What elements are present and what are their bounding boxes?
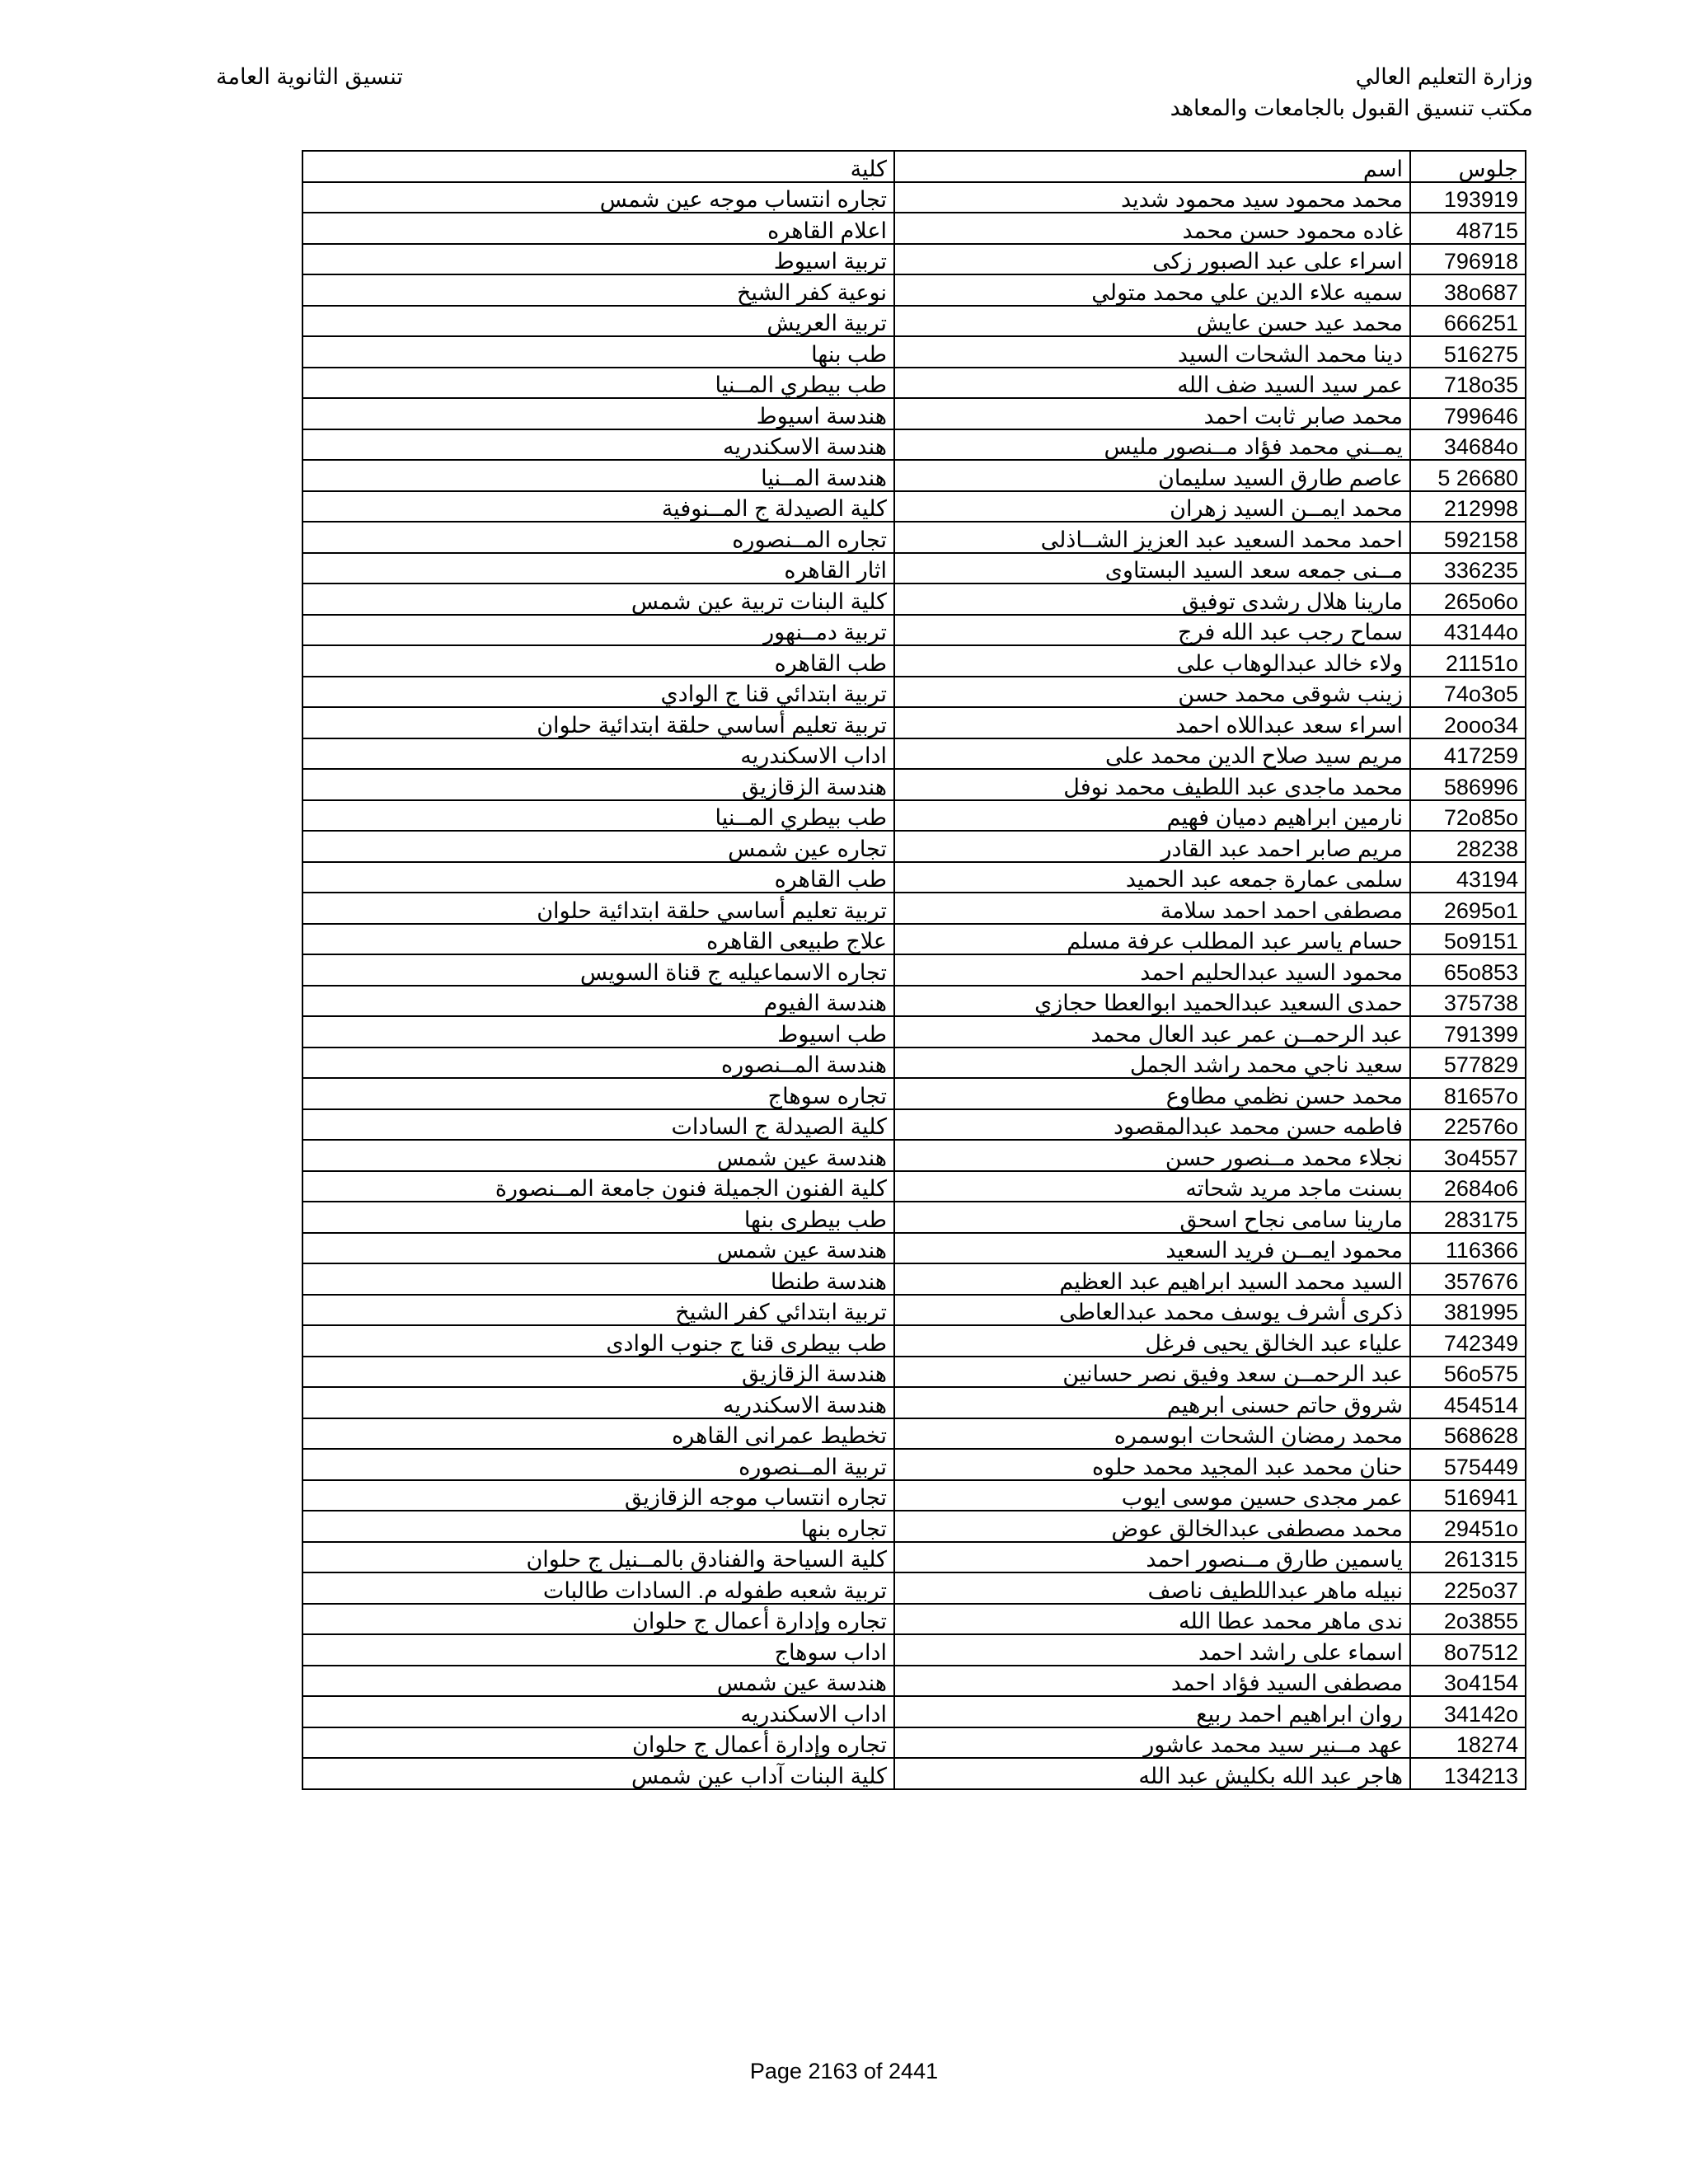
table-row [302, 1449, 1526, 1480]
seat-cell: 799646 [1410, 398, 1526, 429]
faculty-cell: هندسة عين شمس [302, 1666, 894, 1697]
page-number: Page 2163 of 2441 [749, 2059, 939, 2083]
seat-cell: 2695o1 [1410, 893, 1526, 924]
table-header-row [302, 151, 1526, 182]
table-row [302, 677, 1526, 708]
seat-cell: 2o3855 [1410, 1604, 1526, 1635]
seat-cell: 791399 [1410, 1016, 1526, 1047]
table-row [302, 1078, 1526, 1109]
faculty-cell: طب بيطرى بنها [302, 1202, 894, 1233]
faculty-cell: تربية دمــنهور [302, 615, 894, 646]
faculty-cell: اثار القاهره [302, 553, 894, 584]
name-cell: علياء عبد الخالق يحيى فرغل [894, 1325, 1410, 1357]
table-row [302, 1047, 1526, 1079]
name-cell: روان ابراهيم احمد ربيع [894, 1696, 1410, 1727]
table-row [302, 1758, 1526, 1789]
table-row [302, 1696, 1526, 1727]
name-cell: مارينا هلال رشدى توفيق [894, 583, 1410, 615]
seat-cell: 38o687 [1410, 274, 1526, 306]
faculty-cell: هندسة الاسكندريه [302, 1387, 894, 1418]
name-cell: عمر مجدى حسين موسى ايوب [894, 1480, 1410, 1511]
faculty-cell: هندسة طنطا [302, 1263, 894, 1295]
faculty-cell: هندسة عين شمس [302, 1233, 894, 1264]
faculty-cell: تربية ابتدائي قنا ج الوادي [302, 677, 894, 708]
faculty-cell: اداب الاسكندريه [302, 738, 894, 770]
faculty-cell: تجاره المــنصوره [302, 522, 894, 553]
name-cell: هاجر عبد الله بكليش عبد الله [894, 1758, 1410, 1789]
seat-cell: 43194 [1410, 862, 1526, 893]
faculty-cell: كلية الصيدلة ج السادات [302, 1109, 894, 1141]
name-cell: سعيد ناجي محمد راشد الجمل [894, 1047, 1410, 1079]
table-row [302, 213, 1526, 244]
table-row [302, 522, 1526, 553]
name-cell: مصطفى السيد فؤاد احمد [894, 1666, 1410, 1697]
faculty-cell: تربية شعبه طفوله م. السادات طالبات [302, 1572, 894, 1604]
name-cell: محمد محمود سيد محمود شديد [894, 182, 1410, 213]
seat-cell: 5o9151 [1410, 924, 1526, 955]
seat-cell: 8o7512 [1410, 1634, 1526, 1666]
table-row [302, 615, 1526, 646]
name-cell: محمد مصطفى عبدالخالق عوض [894, 1511, 1410, 1542]
name-cell: عبد الرحمــن عمر عبد العال محمد [894, 1016, 1410, 1047]
seat-cell: 3o4154 [1410, 1666, 1526, 1697]
header-name: اسم [894, 151, 1410, 182]
table-row [302, 1511, 1526, 1542]
table-row [302, 1171, 1526, 1202]
table-row [302, 1325, 1526, 1357]
seat-cell: 381995 [1410, 1295, 1526, 1326]
seat-cell: 592158 [1410, 522, 1526, 553]
faculty-cell: هندسة الاسكندريه [302, 429, 894, 461]
name-cell: مارينا سامى نجاح اسحق [894, 1202, 1410, 1233]
name-cell: محمد حسن نظمي مطاوع [894, 1078, 1410, 1109]
faculty-cell: تربية العريش [302, 306, 894, 337]
faculty-cell: طب بيطري المــنيا [302, 368, 894, 399]
name-cell: سلمى عمارة جمعه عبد الحميد [894, 862, 1410, 893]
ministry-title: وزارة التعليم العالي [1355, 64, 1533, 89]
seat-cell: 2684o6 [1410, 1171, 1526, 1202]
faculty-cell: اداب الاسكندريه [302, 1696, 894, 1727]
name-cell: حمدى السعيد عبدالحميد ابوالعطا حجازي [894, 986, 1410, 1017]
table-row [302, 583, 1526, 615]
seat-cell: 586996 [1410, 769, 1526, 800]
program-title: تنسيق الثانوية العامة [216, 64, 403, 89]
faculty-cell: اداب سوهاج [302, 1634, 894, 1666]
seat-cell: 336235 [1410, 553, 1526, 584]
name-cell: عمر سيد السيد ضف الله [894, 368, 1410, 399]
table-row [302, 645, 1526, 677]
seat-cell: 666251 [1410, 306, 1526, 337]
faculty-cell: هندسة الزقازيق [302, 769, 894, 800]
name-cell: نجلاء محمد مــنصور حسن [894, 1140, 1410, 1171]
seat-cell: 261315 [1410, 1542, 1526, 1573]
name-cell: ذكرى أشرف يوسف محمد عبدالعاطى [894, 1295, 1410, 1326]
faculty-cell: تجاره عين شمس [302, 831, 894, 862]
name-cell: ولاء خالد عبدالوهاب على [894, 645, 1410, 677]
name-cell: عاصم طارق السيد سليمان [894, 460, 1410, 491]
faculty-cell: كلية السياحة والفنادق بالمــنيل ج حلوان [302, 1542, 894, 1573]
name-cell: زينب شوقى محمد حسن [894, 677, 1410, 708]
table-row [302, 1666, 1526, 1697]
seat-cell: 34684o [1410, 429, 1526, 461]
table-row [302, 1016, 1526, 1047]
table-row [302, 1233, 1526, 1264]
seat-cell: 65o853 [1410, 954, 1526, 986]
table-row [302, 429, 1526, 461]
seat-cell: 74o3o5 [1410, 677, 1526, 708]
faculty-cell: هندسة الزقازيق [302, 1357, 894, 1388]
faculty-cell: تربية تعليم أساسي حلقة ابتدائية حلوان [302, 893, 894, 924]
name-cell: حسام ياسر عبد المطلب عرفة مسلم [894, 924, 1410, 955]
name-cell: اسراء سعد عبداللاه احمد [894, 707, 1410, 738]
name-cell: محمد رمضان الشحات ابوسمره [894, 1418, 1410, 1450]
name-cell: عبد الرحمــن سعد وفيق نصر حسانين [894, 1357, 1410, 1388]
seat-cell: 193919 [1410, 182, 1526, 213]
faculty-cell: هندسة الفيوم [302, 986, 894, 1017]
faculty-cell: هندسة المــنيا [302, 460, 894, 491]
seat-cell: 265o6o [1410, 583, 1526, 615]
table-row [302, 1418, 1526, 1450]
faculty-cell: طب بيطرى قنا ج جنوب الوادى [302, 1325, 894, 1357]
table-row [302, 460, 1526, 491]
faculty-cell: هندسة المــنصوره [302, 1047, 894, 1079]
name-cell: محمود ايمــن فريد السعيد [894, 1233, 1410, 1264]
faculty-cell: كلية الصيدلة ج المــنوفية [302, 491, 894, 523]
faculty-cell: تجاره وإدارة أعمال ج حلوان [302, 1604, 894, 1635]
faculty-cell: طب بنها [302, 336, 894, 368]
seat-cell: 212998 [1410, 491, 1526, 523]
faculty-cell: تجاره انتساب موجه عين شمس [302, 182, 894, 213]
header-faculty: كلية [302, 151, 894, 182]
name-cell: محمد صابر ثابت احمد [894, 398, 1410, 429]
seat-cell: 575449 [1410, 1449, 1526, 1480]
faculty-cell: طب اسيوط [302, 1016, 894, 1047]
table-row [302, 1387, 1526, 1418]
table-row [302, 1604, 1526, 1635]
faculty-cell: طب القاهره [302, 645, 894, 677]
table-row [302, 1542, 1526, 1573]
faculty-cell: تجاره الاسماعيليه ج قناة السويس [302, 954, 894, 986]
seat-cell: 375738 [1410, 986, 1526, 1017]
seat-cell: 28238 [1410, 831, 1526, 862]
seat-cell: 29451o [1410, 1511, 1526, 1542]
seat-cell: 796918 [1410, 244, 1526, 275]
faculty-cell: طب القاهره [302, 862, 894, 893]
seat-cell: 516275 [1410, 336, 1526, 368]
name-cell: مــنى جمعه سعد السيد البستاوى [894, 553, 1410, 584]
table-row [302, 1109, 1526, 1141]
faculty-cell: كلية البنات آداب عين شمس [302, 1758, 894, 1789]
name-cell: احمد محمد السعيد عبد العزيز الشــاذلى [894, 522, 1410, 553]
header-seat: جلوس [1410, 151, 1526, 182]
table-row [302, 1357, 1526, 1388]
name-cell: مصطفى احمد احمد سلامة [894, 893, 1410, 924]
name-cell: محمد ايمــن السيد زهران [894, 491, 1410, 523]
name-cell: ندى ماهر محمد عطا الله [894, 1604, 1410, 1635]
table-row [302, 1480, 1526, 1511]
name-cell: محمد ماجدى عبد اللطيف محمد نوفل [894, 769, 1410, 800]
faculty-cell: تجاره وإدارة أعمال ج حلوان [302, 1727, 894, 1759]
faculty-cell: نوعية كفر الشيخ [302, 274, 894, 306]
admissions-table [302, 150, 1526, 1790]
name-cell: سماح رجب عبد الله فرج [894, 615, 1410, 646]
seat-cell: 225o37 [1410, 1572, 1526, 1604]
table-row [302, 1634, 1526, 1666]
seat-cell: 116366 [1410, 1233, 1526, 1264]
seat-cell: 454514 [1410, 1387, 1526, 1418]
table-row [302, 306, 1526, 337]
table-body [302, 151, 1526, 1789]
seat-cell: 21151o [1410, 645, 1526, 677]
table-row [302, 1727, 1526, 1759]
name-cell: محمد عيد حسن عايش [894, 306, 1410, 337]
table-row [302, 954, 1526, 986]
seat-cell: 718o35 [1410, 368, 1526, 399]
seat-cell: 742349 [1410, 1325, 1526, 1357]
table-row [302, 336, 1526, 368]
name-cell: اسراء على عبد الصبور زكى [894, 244, 1410, 275]
table-row [302, 986, 1526, 1017]
table-row [302, 1295, 1526, 1326]
seat-cell: 81657o [1410, 1078, 1526, 1109]
faculty-cell: تخطيط عمرانى القاهره [302, 1418, 894, 1450]
table-row [302, 924, 1526, 955]
seat-cell: 56o575 [1410, 1357, 1526, 1388]
seat-cell: 26680 5 [1410, 460, 1526, 491]
office-title: مكتب تنسيق القبول بالجامعات والمعاهد [1170, 96, 1533, 120]
name-cell: غاده محمود حسن محمد [894, 213, 1410, 244]
name-cell: يمــني محمد فؤاد مــنصور مليس [894, 429, 1410, 461]
faculty-cell: طب بيطري المــنيا [302, 800, 894, 832]
seat-cell: 516941 [1410, 1480, 1526, 1511]
seat-cell: 134213 [1410, 1758, 1526, 1789]
faculty-cell: تربية اسيوط [302, 244, 894, 275]
table-row [302, 1572, 1526, 1604]
name-cell: دينا محمد الشحات السيد [894, 336, 1410, 368]
name-cell: مريم صابر احمد عبد القادر [894, 831, 1410, 862]
name-cell: محمود السيد عبدالحليم احمد [894, 954, 1410, 986]
faculty-cell: كلية البنات تربية عين شمس [302, 583, 894, 615]
table-row [302, 738, 1526, 770]
name-cell: نبيله ماهر عبداللطيف ناصف [894, 1572, 1410, 1604]
faculty-cell: تجاره بنها [302, 1511, 894, 1542]
table-row [302, 491, 1526, 523]
table-row [302, 182, 1526, 213]
table-row [302, 1140, 1526, 1171]
table-row [302, 1202, 1526, 1233]
seat-cell: 568628 [1410, 1418, 1526, 1450]
faculty-cell: تربية تعليم أساسي حلقة ابتدائية حلوان [302, 707, 894, 738]
name-cell: عهد مــنير سيد محمد عاشور [894, 1727, 1410, 1759]
table-row [302, 862, 1526, 893]
name-cell: السيد محمد السيد ابراهيم عبد العظيم [894, 1263, 1410, 1295]
table-row [302, 553, 1526, 584]
name-cell: بسنت ماجد مريد شحاته [894, 1171, 1410, 1202]
table-row [302, 800, 1526, 832]
seat-cell: 577829 [1410, 1047, 1526, 1079]
seat-cell: 72o85o [1410, 800, 1526, 832]
name-cell: نارمين ابراهيم دميان فهيم [894, 800, 1410, 832]
table-row [302, 893, 1526, 924]
faculty-cell: اعلام القاهره [302, 213, 894, 244]
faculty-cell: هندسة اسيوط [302, 398, 894, 429]
name-cell: حنان محمد عبد المجيد محمد حلوه [894, 1449, 1410, 1480]
faculty-cell: تجاره سوهاج [302, 1078, 894, 1109]
seat-cell: 22576o [1410, 1109, 1526, 1141]
faculty-cell: تجاره انتساب موجه الزقازيق [302, 1480, 894, 1511]
name-cell: اسماء على راشد احمد [894, 1634, 1410, 1666]
name-cell: سميه علاء الدين علي محمد متولي [894, 274, 1410, 306]
table-row [302, 831, 1526, 862]
seat-cell: 18274 [1410, 1727, 1526, 1759]
faculty-cell: تربية المــنصوره [302, 1449, 894, 1480]
seat-cell: 34142o [1410, 1696, 1526, 1727]
name-cell: ياسمين طارق مــنصور احمد [894, 1542, 1410, 1573]
seat-cell: 48715 [1410, 213, 1526, 244]
seat-cell: 417259 [1410, 738, 1526, 770]
header-ministry-block [1170, 61, 1533, 124]
table-row [302, 398, 1526, 429]
faculty-cell: هندسة عين شمس [302, 1140, 894, 1171]
seat-cell: 357676 [1410, 1263, 1526, 1295]
table-row [302, 368, 1526, 399]
table-row [302, 274, 1526, 306]
table-row [302, 244, 1526, 275]
faculty-cell: تربية ابتدائي كفر الشيخ [302, 1295, 894, 1326]
faculty-cell: كلية الفنون الجميلة فنون جامعة المــنصورة [302, 1171, 894, 1202]
name-cell: مريم سيد صلاح الدين محمد على [894, 738, 1410, 770]
table-row [302, 1263, 1526, 1295]
faculty-cell: علاج طبيعى القاهره [302, 924, 894, 955]
table-row [302, 769, 1526, 800]
seat-cell: 283175 [1410, 1202, 1526, 1233]
name-cell: فاطمه حسن محمد عبدالمقصود [894, 1109, 1410, 1141]
seat-cell: 3o4557 [1410, 1140, 1526, 1171]
name-cell: شروق حاتم حسنى ابرهيم [894, 1387, 1410, 1418]
seat-cell: 2ooo34 [1410, 707, 1526, 738]
seat-cell: 43144o [1410, 615, 1526, 646]
table-row [302, 707, 1526, 738]
